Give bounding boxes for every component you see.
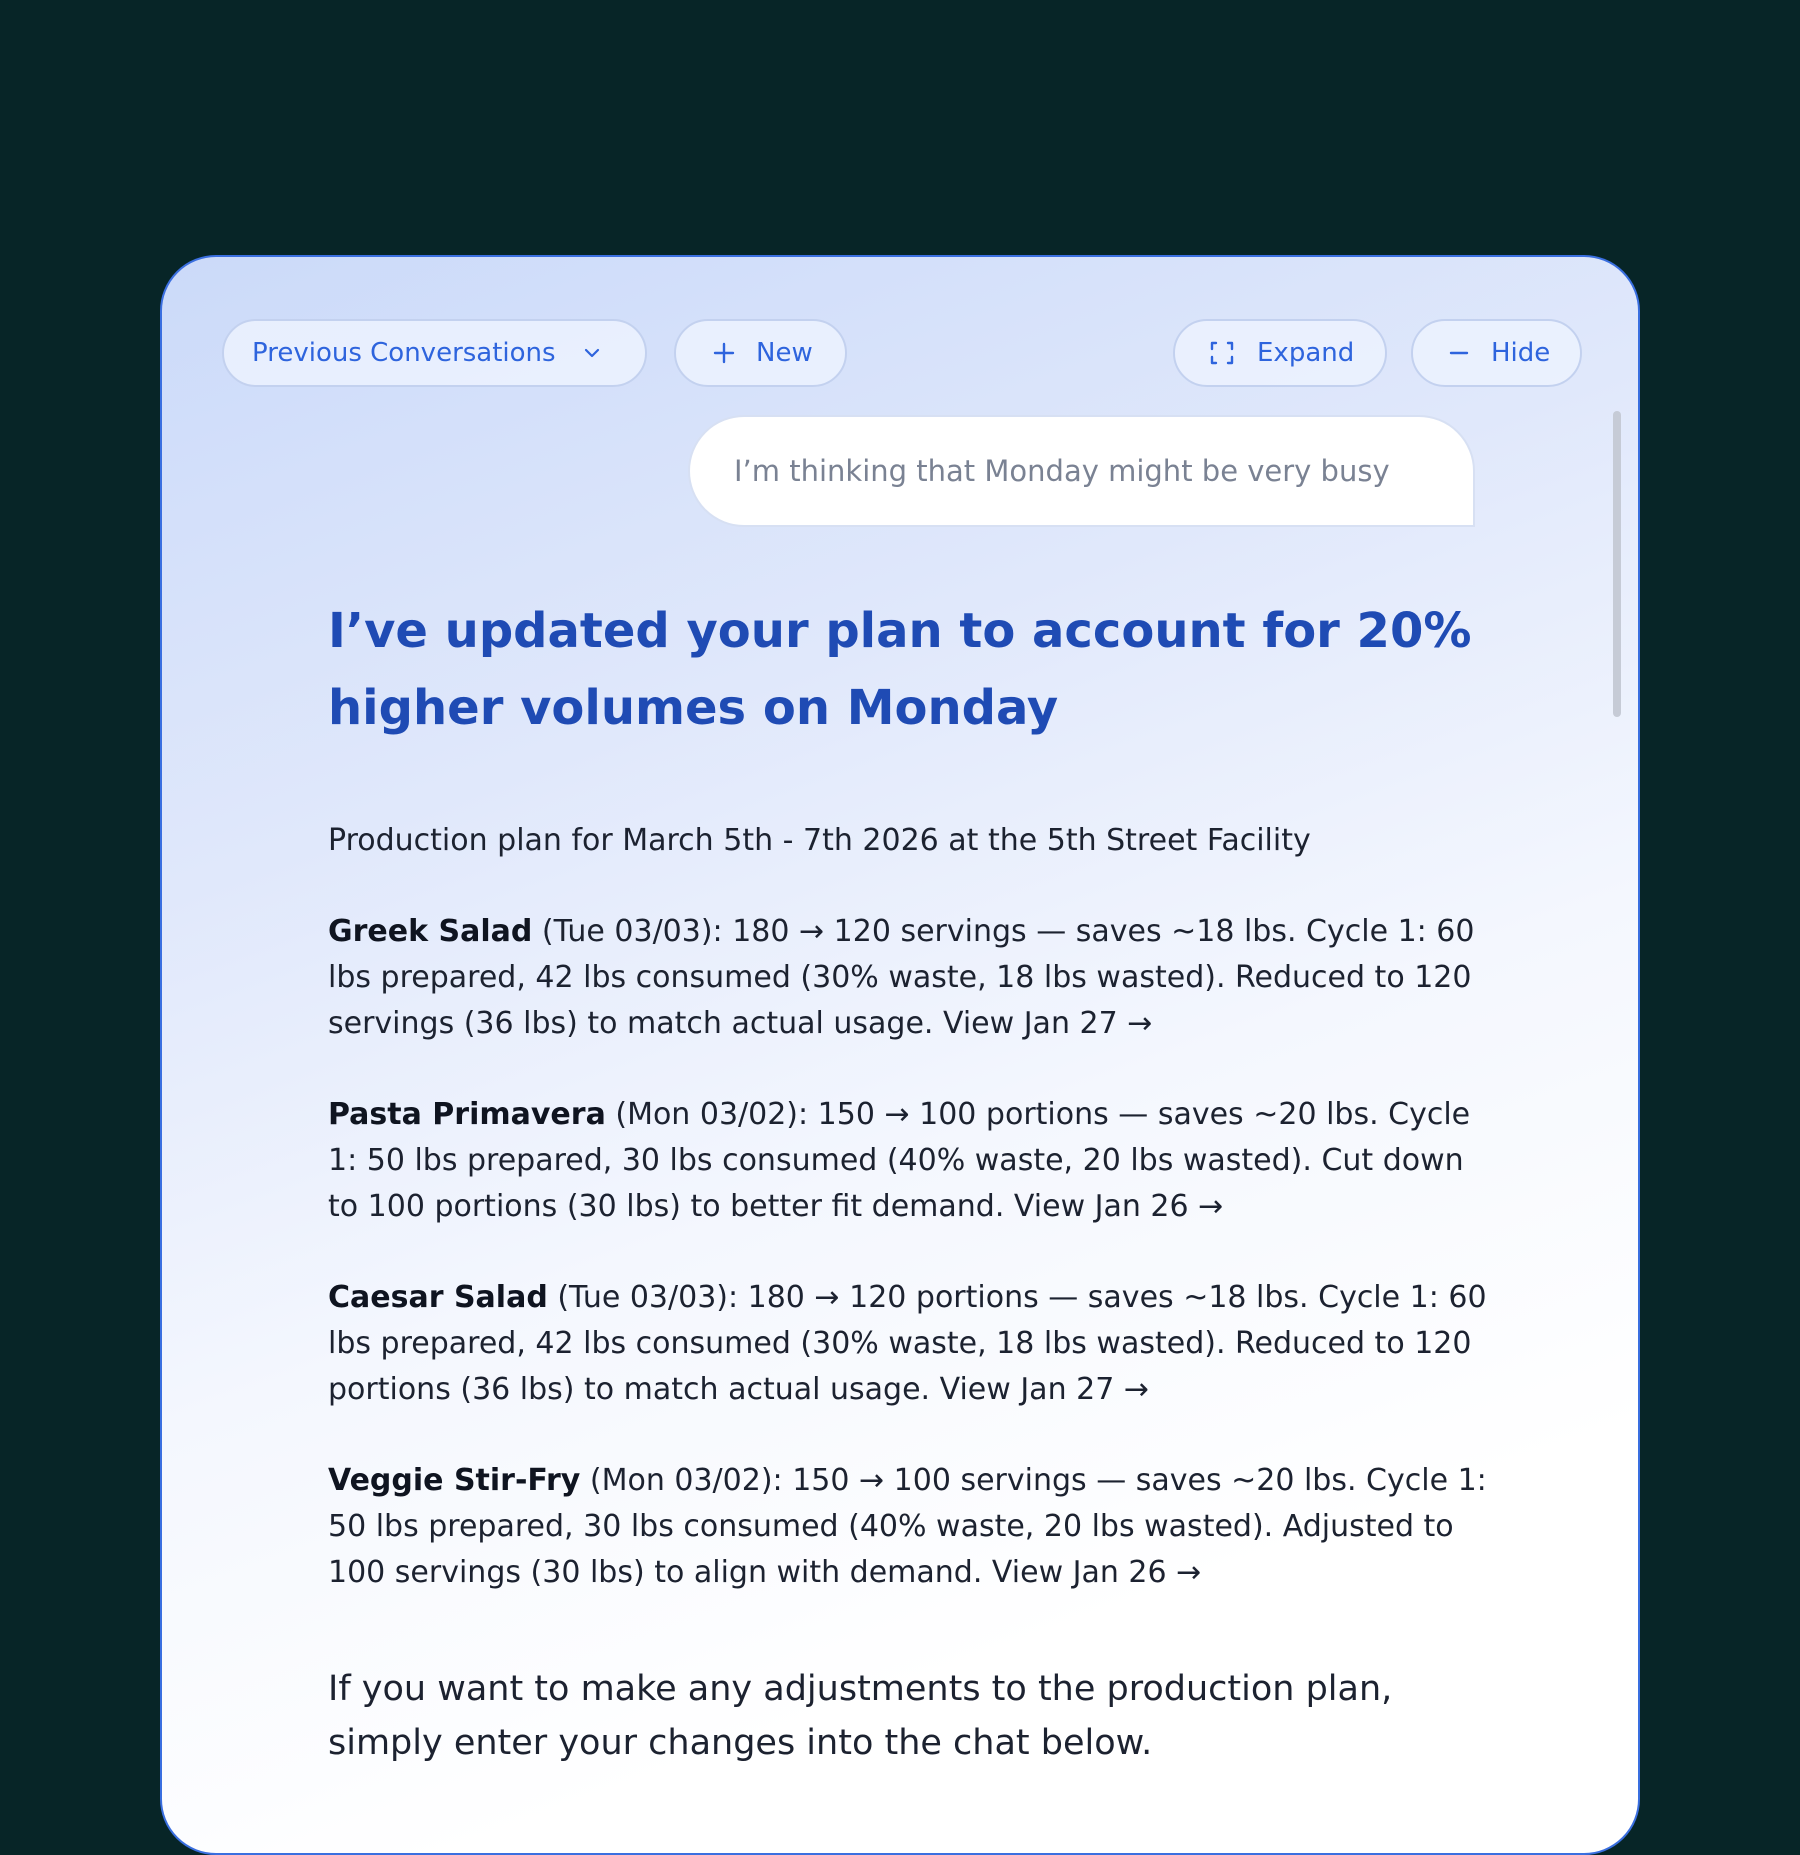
plan-item-detail: (Tue 03/03): 180 → 120 servings — saves ~18 lbs. Cycle 1: 60 lbs prepared, 42 lbs consumed (30% waste, 18 lbs wasted). Reduced to 120 servings (36 lbs) to match actual usage.	[328, 914, 1475, 1041]
expand-icon	[1205, 340, 1239, 366]
plan-item-detail: (Mon 03/02): 150 → 100 portions — saves ~20 lbs. Cycle 1: 50 lbs prepared, 30 lbs consumed (40% waste, 20 lbs wasted). Cut down to 100 portions (30 lbs) to better fit demand.	[328, 1097, 1471, 1224]
plus-icon	[712, 341, 736, 365]
plan-item	[328, 1275, 1488, 1413]
plan-item-name: Pasta Primavera	[328, 1097, 606, 1132]
plan-item-detail: (Tue 03/03): 180 → 120 portions — saves ~18 lbs. Cycle 1: 60 lbs prepared, 42 lbs consumed (30% waste, 18 lbs wasted). Reduced to 120 portions (36 lbs) to match actual usage.	[328, 1280, 1487, 1407]
plan-item-name: Greek Salad	[328, 914, 533, 949]
user-message-bubble	[688, 415, 1475, 527]
assistant-response	[328, 593, 1488, 1770]
view-date-link[interactable]: View Jan 27 →	[942, 1006, 1153, 1041]
plan-item	[328, 1092, 1488, 1230]
view-date-link[interactable]: View Jan 26 →	[991, 1555, 1202, 1590]
hide-button[interactable]	[1411, 319, 1582, 387]
plan-item	[328, 909, 1488, 1047]
plan-item-name: Caesar Salad	[328, 1280, 548, 1315]
response-outro: If you want to make any adjustments to the production plan, simply enter your changes into the chat below.	[328, 1669, 1393, 1763]
minus-icon	[1447, 341, 1471, 365]
user-message-text: I’m thinking that Monday might be very busy	[734, 454, 1390, 488]
plan-item	[328, 1458, 1488, 1596]
scrollbar-thumb[interactable]	[1613, 411, 1621, 717]
chevron-down-icon	[582, 343, 602, 363]
previous-conversations-button[interactable]	[222, 319, 647, 387]
new-conversation-label: New	[756, 338, 813, 368]
response-headline: I’ve updated your plan to account for 20% higher volumes on Monday	[328, 603, 1472, 736]
view-date-link[interactable]: View Jan 26 →	[1013, 1189, 1224, 1224]
view-date-link[interactable]: View Jan 27 →	[939, 1372, 1149, 1407]
expand-button[interactable]	[1173, 319, 1387, 387]
hide-label: Hide	[1491, 338, 1551, 368]
expand-label: Expand	[1257, 338, 1355, 368]
plan-item-detail: (Mon 03/02): 150 → 100 servings — saves ~20 lbs. Cycle 1: 50 lbs prepared, 30 lbs consumed (40% waste, 20 lbs wasted). Adjusted to 100 servings (30 lbs) to align with demand.	[328, 1463, 1487, 1590]
new-conversation-button[interactable]	[674, 319, 847, 387]
plan-item-name: Veggie Stir-Fry	[328, 1463, 581, 1498]
previous-conversations-label: Previous Conversations	[252, 338, 556, 368]
plan-intro: Production plan for March 5th - 7th 2026 at the 5th Street Facility	[328, 823, 1311, 858]
assistant-panel	[160, 255, 1640, 1855]
